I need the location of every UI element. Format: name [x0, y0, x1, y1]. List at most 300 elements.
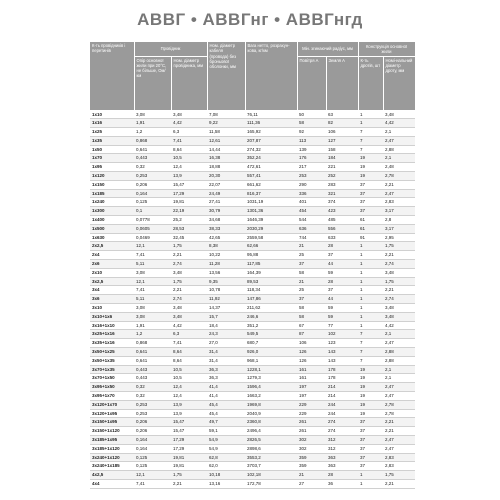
table-cell: 1279,3: [245, 374, 297, 383]
table-cell: 7,08: [207, 110, 245, 119]
table-cell: 0,253: [134, 409, 171, 418]
table-cell: 2,1: [383, 330, 415, 339]
table-cell: 37: [358, 453, 383, 462]
table-cell: 2,1: [383, 374, 415, 383]
table-cell: 37: [358, 444, 383, 453]
col-header-ground: Земля А: [326, 56, 358, 110]
table-cell: 0,164: [134, 444, 171, 453]
table-row: [90, 268, 415, 277]
table-row: [90, 242, 415, 251]
table-cell: 77: [326, 321, 358, 330]
table-cell: 1663,2: [245, 392, 297, 401]
table-row: [90, 251, 415, 260]
table-cell: 7: [358, 128, 383, 137]
table-cell: 1596,4: [245, 383, 297, 392]
table-cell: 302: [297, 444, 326, 453]
table-cell: 2,47: [383, 189, 415, 198]
table-row: [90, 216, 415, 225]
table-cell: 3x70+1x35: [90, 365, 134, 374]
table-cell: 6,3: [171, 128, 207, 137]
table-cell: 3x185+1x95: [90, 435, 134, 444]
table-row: [90, 224, 415, 233]
table-cell: 28: [326, 242, 358, 251]
table-cell: 1301,36: [245, 207, 297, 216]
table-cell: 3,48: [171, 312, 207, 321]
table-cell: 19: [358, 409, 383, 418]
table-cell: 50: [297, 110, 326, 119]
table-cell: 0,0605: [134, 224, 171, 233]
col-header-wire-count: К-ть дротів, шт: [358, 56, 383, 110]
table-cell: 351,2: [245, 321, 297, 330]
table-cell: 3,48: [171, 110, 207, 119]
table-cell: 1x240: [90, 198, 134, 207]
table-cell: 2,1: [383, 128, 415, 137]
table-cell: 30,79: [207, 207, 245, 216]
col-header-wire-diameter: Номі-нальний діаметр дроту, мм: [383, 56, 415, 110]
table-row: [90, 400, 415, 409]
table-cell: 147,86: [245, 295, 297, 304]
table-cell: 3x120+1x70: [90, 400, 134, 409]
table-cell: 126: [297, 348, 326, 357]
cable-spec-table: [90, 42, 416, 489]
table-cell: 11,58: [207, 128, 245, 137]
table-cell: 24,49: [207, 189, 245, 198]
table-cell: 37: [297, 295, 326, 304]
table-cell: 62,66: [245, 242, 297, 251]
table-row: [90, 365, 415, 374]
table-cell: 20,30: [207, 172, 245, 181]
table-cell: 2,21: [383, 427, 415, 436]
table-cell: 19: [358, 365, 383, 374]
table-cell: 2559,58: [245, 233, 297, 242]
table-cell: 19: [358, 400, 383, 409]
table-cell: 4x4: [90, 479, 134, 488]
table-cell: 274: [326, 418, 358, 427]
table-cell: 54,9: [207, 435, 245, 444]
table-cell: 8,38: [207, 242, 245, 251]
table-cell: 3x50+1x35: [90, 356, 134, 365]
table-cell: 59: [326, 268, 358, 277]
table-cell: 17,29: [171, 435, 207, 444]
table-cell: 41,4: [207, 383, 245, 392]
table-header: [90, 42, 415, 110]
table-cell: 1,75: [171, 242, 207, 251]
table-cell: 5,11: [134, 260, 171, 269]
col-header-resistance: Опір основної жили при 20°С, не більше, Ом/км: [134, 56, 171, 110]
table-cell: 24,3: [207, 330, 245, 339]
table-cell: 2x4: [90, 251, 134, 260]
table-cell: 2,1: [383, 154, 415, 163]
table-cell: 1,75: [171, 277, 207, 286]
table-row: [90, 321, 415, 330]
table-cell: 0,0469: [134, 233, 171, 242]
table-cell: 2x2,5: [90, 242, 134, 251]
table-cell: 0,1: [134, 207, 171, 216]
table-row: [90, 128, 415, 137]
table-row: [90, 330, 415, 339]
table-cell: 214: [326, 392, 358, 401]
table-cell: 37: [358, 427, 383, 436]
table-cell: 22,07: [207, 180, 245, 189]
table-cell: 1,75: [383, 471, 415, 480]
table-row: [90, 356, 415, 365]
table-cell: 633: [326, 233, 358, 242]
table-cell: 744: [297, 233, 326, 242]
col-header-weight: Вага нетто, розрахун-кова, кг/км: [245, 42, 297, 110]
table-cell: 22,19: [171, 207, 207, 216]
table-cell: 261: [297, 427, 326, 436]
table-cell: 25: [297, 286, 326, 295]
table-cell: 197: [297, 383, 326, 392]
table-cell: 1: [358, 251, 383, 260]
table-cell: 37: [358, 462, 383, 471]
table-cell: 2,47: [383, 136, 415, 145]
table-cell: 2,1: [383, 365, 415, 374]
table-cell: 11,92: [207, 295, 245, 304]
table-row: [90, 374, 415, 383]
table-body: [90, 110, 415, 488]
table-cell: 2,21: [171, 479, 207, 488]
table-cell: 2898,6: [245, 444, 297, 453]
table-cell: 8,64: [171, 145, 207, 154]
table-cell: 1: [358, 321, 383, 330]
table-cell: 13,56: [207, 268, 245, 277]
table-cell: 91: [358, 233, 383, 242]
table-row: [90, 392, 415, 401]
table-cell: 31,4: [207, 348, 245, 357]
table-cell: 118,34: [245, 286, 297, 295]
table-cell: 4,42: [383, 321, 415, 330]
table-cell: 61: [358, 224, 383, 233]
table-cell: 11,28: [207, 260, 245, 269]
page-title: АВВГ • АВВГнг • АВВГнгд: [137, 10, 363, 29]
table-cell: 2,47: [383, 392, 415, 401]
table-cell: 352,24: [245, 154, 297, 163]
table-cell: 12,61: [207, 136, 245, 145]
table-cell: 1x120: [90, 172, 134, 181]
table-cell: 2,83: [383, 453, 415, 462]
table-cell: 312: [326, 435, 358, 444]
table-cell: 3x240+1x120: [90, 453, 134, 462]
table-cell: 1,75: [383, 277, 415, 286]
table-row: [90, 119, 415, 128]
table-cell: 0,125: [134, 462, 171, 471]
table-row: [90, 189, 415, 198]
table-cell: 2,88: [383, 356, 415, 365]
table-cell: 3x35+1x16: [90, 339, 134, 348]
table-cell: 31,4: [207, 356, 245, 365]
table-cell: 19: [358, 154, 383, 163]
table-cell: 0,125: [134, 453, 171, 462]
table-cell: 2,47: [383, 435, 415, 444]
table-cell: 123: [326, 339, 358, 348]
table-cell: 1: [358, 479, 383, 488]
table-cell: 274,32: [245, 145, 297, 154]
table-cell: 0,443: [134, 365, 171, 374]
table-cell: 1x185: [90, 189, 134, 198]
table-cell: 926,0: [245, 348, 297, 357]
table-cell: 0,164: [134, 435, 171, 444]
table-row: [90, 409, 415, 418]
table-row: [90, 286, 415, 295]
table-cell: 2,88: [383, 145, 415, 154]
table-cell: 37: [326, 251, 358, 260]
table-cell: 2,88: [383, 348, 415, 357]
table-cell: 12,1: [134, 471, 171, 480]
table-cell: 19: [358, 163, 383, 172]
table-cell: 13,9: [171, 409, 207, 418]
table-cell: 8,64: [171, 356, 207, 365]
table-cell: 7,41: [134, 286, 171, 295]
table-cell: 158: [326, 145, 358, 154]
table-cell: 15,7: [207, 312, 245, 321]
table-cell: 1: [358, 312, 383, 321]
table-cell: 207,87: [245, 136, 297, 145]
table-cell: 7,41: [171, 339, 207, 348]
table-cell: 27,0: [207, 339, 245, 348]
table-cell: 3,48: [383, 268, 415, 277]
table-cell: 2,21: [383, 286, 415, 295]
table-cell: 2360,8: [245, 418, 297, 427]
table-cell: 4,42: [171, 119, 207, 128]
table-cell: 7,41: [134, 251, 171, 260]
table-cell: 3,17: [383, 207, 415, 216]
table-cell: 1969,8: [245, 400, 297, 409]
table-cell: 1: [358, 277, 383, 286]
table-cell: 4x2,5: [90, 471, 134, 480]
table-cell: 3,17: [383, 224, 415, 233]
table-cell: 0,868: [134, 136, 171, 145]
table-cell: 0,253: [134, 400, 171, 409]
table-cell: 3553,2: [245, 453, 297, 462]
table-row: [90, 198, 415, 207]
table-cell: 6,3: [171, 330, 207, 339]
table-cell: 7: [358, 145, 383, 154]
table-cell: 67: [297, 321, 326, 330]
table-cell: 2,95: [383, 233, 415, 242]
table-cell: 2,74: [171, 260, 207, 269]
table-row: [90, 277, 415, 286]
table-cell: 19,81: [171, 462, 207, 471]
table-cell: 3,48: [383, 304, 415, 313]
table-cell: 312: [326, 444, 358, 453]
table-cell: 0,641: [134, 145, 171, 154]
table-cell: 1x10: [90, 110, 134, 119]
table-cell: 37: [297, 260, 326, 269]
table-cell: 556: [326, 224, 358, 233]
table-cell: 214: [326, 383, 358, 392]
table-cell: 3,48: [171, 304, 207, 313]
table-cell: 2,47: [383, 444, 415, 453]
table-cell: 1031,19: [245, 198, 297, 207]
table-cell: 2,78: [383, 172, 415, 181]
table-cell: 58: [297, 312, 326, 321]
table-cell: 178: [326, 365, 358, 374]
table-cell: 557,41: [245, 172, 297, 181]
table-row: [90, 233, 415, 242]
table-cell: 10,22: [207, 251, 245, 260]
table-cell: 44: [326, 295, 358, 304]
table-cell: 1,2: [134, 128, 171, 137]
table-cell: 0,443: [134, 374, 171, 383]
table-cell: 197: [297, 392, 326, 401]
table-row: [90, 295, 415, 304]
table-cell: 7,41: [171, 136, 207, 145]
group-header-bend-radius: Мін. згинаючий радіус, мм: [297, 42, 358, 56]
table-cell: 12,1: [134, 277, 171, 286]
table-cell: 3x50+1x25: [90, 348, 134, 357]
table-cell: 1228,1: [245, 365, 297, 374]
table-cell: 1x25: [90, 128, 134, 137]
table-cell: 636: [297, 224, 326, 233]
table-cell: 9,35: [207, 277, 245, 286]
table-cell: 1x50: [90, 145, 134, 154]
table-cell: 176: [297, 154, 326, 163]
table-cell: 49,7: [207, 418, 245, 427]
table-row: [90, 145, 415, 154]
table-cell: 165,92: [245, 128, 297, 137]
table-cell: 0,206: [134, 427, 171, 436]
table-cell: 2826,5: [245, 435, 297, 444]
table-cell: 178: [326, 374, 358, 383]
table-cell: 10,5: [171, 365, 207, 374]
table-cell: 2,21: [171, 286, 207, 295]
table-cell: 1: [358, 260, 383, 269]
table-cell: 13,9: [171, 172, 207, 181]
table-cell: 19,81: [171, 198, 207, 207]
table-cell: 3x25+1x16: [90, 330, 134, 339]
table-cell: 0,32: [134, 383, 171, 392]
table-cell: 15,47: [171, 180, 207, 189]
table-cell: 10,5: [171, 374, 207, 383]
table-row: [90, 453, 415, 462]
table-cell: 1646,39: [245, 216, 297, 225]
table-cell: 1x630: [90, 233, 134, 242]
table-cell: 87: [297, 330, 326, 339]
table-cell: 37: [358, 189, 383, 198]
table-cell: 1,91: [134, 119, 171, 128]
table-cell: 62,8: [207, 453, 245, 462]
table-cell: 102,18: [245, 471, 297, 480]
table-cell: 3,08: [134, 304, 171, 313]
table-cell: 3x4: [90, 286, 134, 295]
table-cell: 2,74: [383, 260, 415, 269]
table-cell: 2x10: [90, 268, 134, 277]
table-cell: 0,443: [134, 154, 171, 163]
table-cell: 10,5: [171, 154, 207, 163]
table-cell: 21: [297, 277, 326, 286]
table-cell: 28,53: [171, 224, 207, 233]
table-cell: 76,11: [245, 110, 297, 119]
table-cell: 2,47: [383, 383, 415, 392]
table-cell: 1x35: [90, 136, 134, 145]
table-cell: 172,78: [245, 479, 297, 488]
table-cell: 37: [358, 180, 383, 189]
table-cell: 0,32: [134, 392, 171, 401]
table-cell: 2496,4: [245, 427, 297, 436]
table-cell: 363: [326, 462, 358, 471]
table-cell: 21: [297, 471, 326, 480]
table-cell: 7: [358, 330, 383, 339]
table-cell: 0,641: [134, 348, 171, 357]
table-row: [90, 471, 415, 480]
table-cell: 454: [297, 207, 326, 216]
table-cell: 3x70+1x50: [90, 374, 134, 383]
table-cell: 12,4: [171, 163, 207, 172]
table-row: [90, 136, 415, 145]
table-cell: 2,21: [383, 180, 415, 189]
table-cell: 34,68: [207, 216, 245, 225]
table-row: [90, 172, 415, 181]
table-cell: 274: [326, 427, 358, 436]
table-cell: 2,78: [383, 409, 415, 418]
table-cell: 19: [358, 374, 383, 383]
table-cell: 36,3: [207, 374, 245, 383]
table-cell: 2030,29: [245, 224, 297, 233]
table-cell: 321: [326, 189, 358, 198]
table-cell: 1x300: [90, 207, 134, 216]
table-cell: 1x500: [90, 224, 134, 233]
table-cell: 17,29: [171, 444, 207, 453]
table-cell: 184: [326, 154, 358, 163]
table-row: [90, 427, 415, 436]
group-header-conductor: Провідник: [134, 42, 207, 56]
table-cell: 59: [326, 312, 358, 321]
table-cell: 217: [297, 163, 326, 172]
table-cell: 1: [358, 471, 383, 480]
table-cell: 2,74: [171, 295, 207, 304]
table-cell: 283: [326, 180, 358, 189]
table-cell: 7: [358, 356, 383, 365]
table-cell: 1: [358, 304, 383, 313]
table-row: [90, 418, 415, 427]
table-row: [90, 163, 415, 172]
table-cell: 18,88: [207, 163, 245, 172]
table-row: [90, 435, 415, 444]
table-cell: 290: [297, 180, 326, 189]
table-cell: 106: [297, 339, 326, 348]
table-cell: 968,1: [245, 356, 297, 365]
table-row: [90, 348, 415, 357]
table-cell: 7,41: [134, 479, 171, 488]
table-cell: 363: [326, 453, 358, 462]
table-cell: 2,83: [383, 198, 415, 207]
table-cell: 10,78: [207, 286, 245, 295]
table-row: [90, 383, 415, 392]
table-cell: 221: [326, 163, 358, 172]
table-cell: 164,39: [245, 268, 297, 277]
table-cell: 95,88: [245, 251, 297, 260]
table-cell: 336: [297, 189, 326, 198]
table-cell: 42,65: [207, 233, 245, 242]
table-cell: 12,1: [134, 242, 171, 251]
table-cell: 13,16: [207, 479, 245, 488]
table-cell: 1: [358, 110, 383, 119]
table-cell: 3,48: [171, 268, 207, 277]
table-cell: 82: [326, 119, 358, 128]
table-cell: 302: [297, 435, 326, 444]
table-cell: 0,0778: [134, 216, 171, 225]
table-row: [90, 339, 415, 348]
table-cell: 45,4: [207, 400, 245, 409]
table-cell: 143: [326, 356, 358, 365]
table-cell: 3703,7: [245, 462, 297, 471]
table-cell: 3x150+1x120: [90, 427, 134, 436]
table-cell: 2x6: [90, 260, 134, 269]
table-cell: 359: [297, 453, 326, 462]
col-header-conductors: К-ть провідників і перетинів: [90, 42, 134, 110]
table-cell: 3x2,5: [90, 277, 134, 286]
